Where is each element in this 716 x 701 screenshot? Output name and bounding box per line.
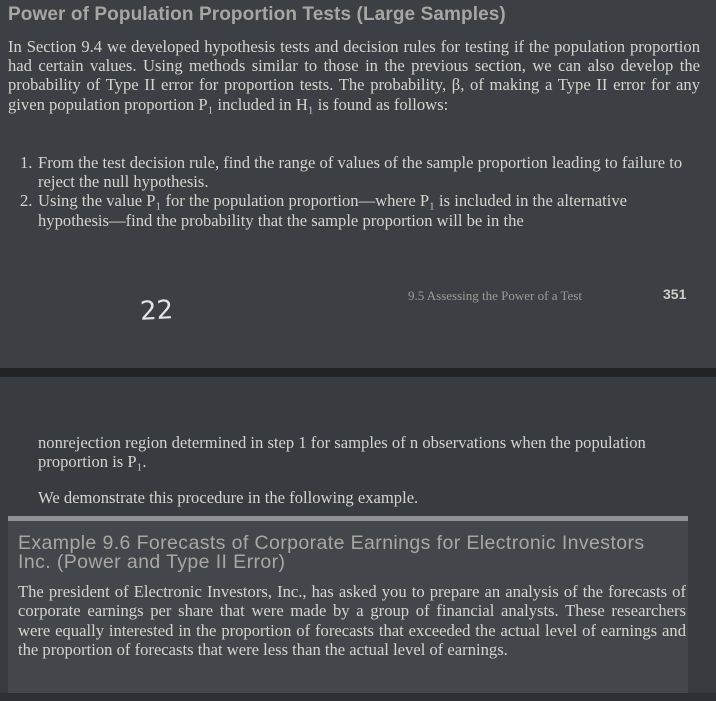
example-body: The president of Electronic Investors, Inc., has asked you to prepare an analysis of the forecasts of corporate earnings per share that were made by a group of financial analysts. These researchers were equally interested in the proportion of forecasts that exceeded the actual level of earnings and the proportion of forecasts that were less than the actual level of earnings.: [18, 582, 686, 660]
step-number: 1.: [20, 153, 33, 172]
list-item: [20, 153, 692, 191]
page-separator: [0, 368, 716, 377]
handwritten-note: 22: [139, 295, 174, 327]
bottom-strip: [0, 693, 716, 701]
step-number: 2.: [20, 191, 33, 211]
step-text: From the test decision rule, find the range of values of the sample proportion leading to failure to reject the null hypothesis.: [38, 153, 683, 192]
example-title: Example 9.6 Forecasts of Corporate Earnings for Electronic Investors Inc. (Power and Type II Error): [18, 532, 645, 573]
steps-list: [20, 153, 692, 230]
step-text: Using the value P₁ for the population proportion—where P₁ is included in the alternative hypothesis—find the probability that the sample proportion will be in the: [38, 191, 627, 230]
intro-paragraph: In Section 9.4 we developed hypothesis tests and decision rules for testing if the population proportion had certain values. Using methods similar to those in the previous section, we can also develop the probability of Type II error for proportion tests. The probability, β, of making a Type II error for any given population proportion P₁ included in H₁ is found as follows:: [8, 37, 700, 114]
list-item: [20, 191, 692, 229]
page-number: 351: [663, 286, 687, 302]
running-footer: 9.5 Assessing the Power of a Test: [408, 288, 582, 303]
continuation-paragraph: nonrejection region determined in step 1 for samples of n observations when the population proportion is P₁.: [38, 433, 646, 472]
demo-sentence: We demonstrate this procedure in the following example.: [38, 488, 419, 507]
section-heading: Power of Population Proportion Tests (Large Samples): [8, 4, 506, 25]
